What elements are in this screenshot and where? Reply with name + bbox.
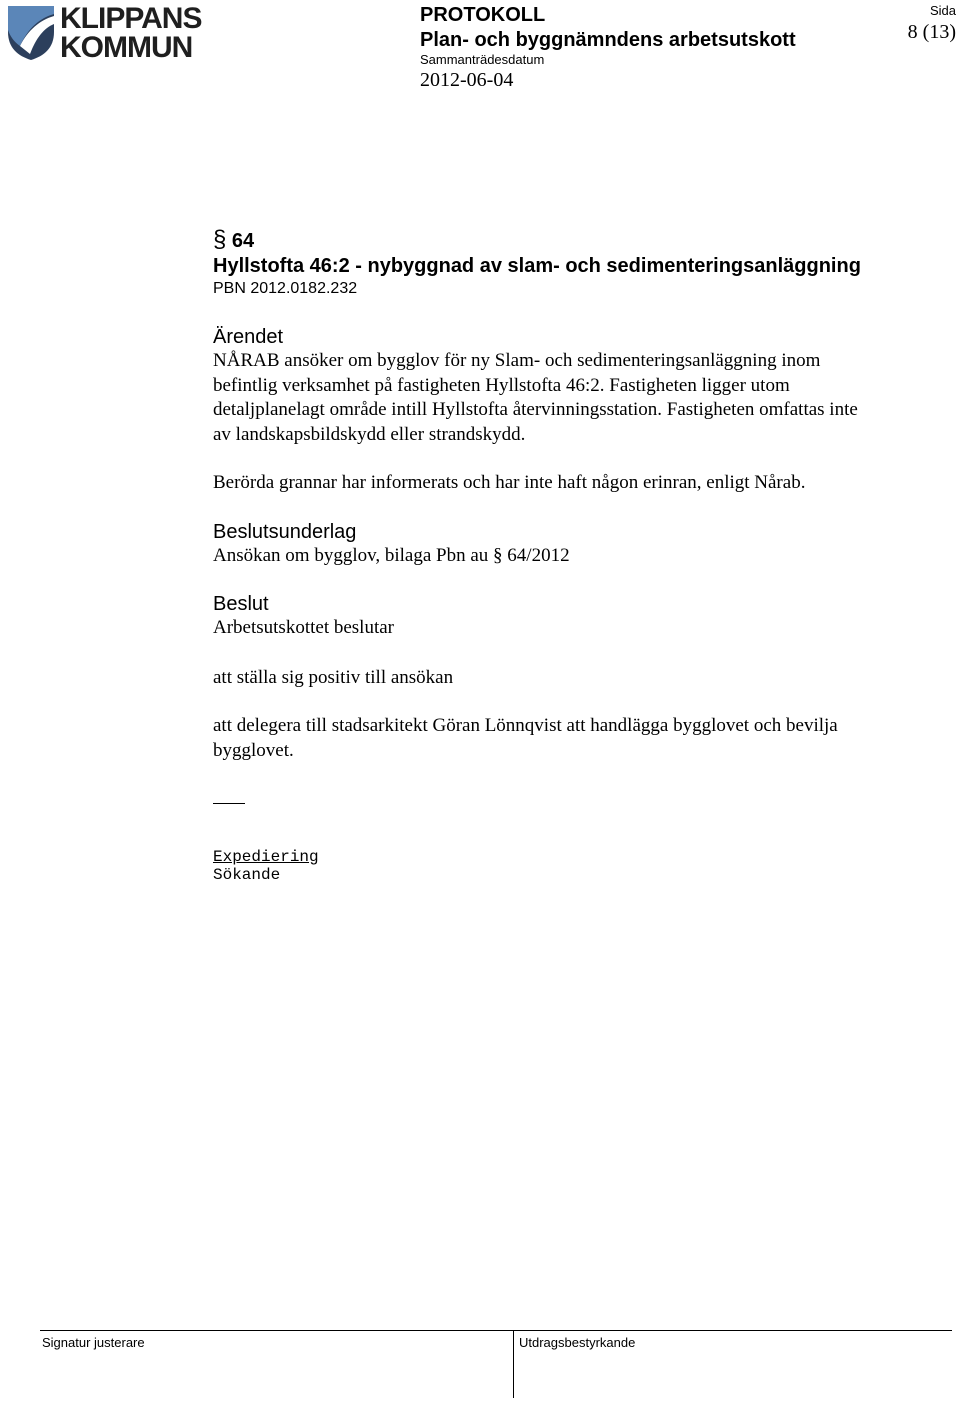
beslutsunderlag-text-after: 64/2012: [502, 544, 570, 566]
arendet-paragraph-2: Berörda grannar har informerats och har inte haft någon erinran, enligt Nårab.: [213, 472, 806, 493]
section-number: [213, 228, 943, 253]
municipality-logo: [6, 2, 216, 66]
meeting-date: 2012-06-04: [420, 69, 514, 91]
section-end-rule: [213, 803, 245, 804]
meeting-date-label: Sammanträdesdatum: [420, 52, 545, 67]
beslutsunderlag-text-before: Ansökan om bygglov, bilaga Pbn au: [213, 544, 494, 566]
logo-text-line2: KOMMUN: [60, 31, 193, 64]
expediering-label: Expediering: [213, 848, 319, 866]
expediering-recipient: Sökande: [213, 866, 281, 884]
arendet-line-4: av landskapsbildskydd eller strandskydd.: [213, 423, 526, 445]
signature-label: Signatur justerare: [42, 1335, 145, 1350]
heading-beslut: Beslut: [213, 593, 269, 615]
heading-beslutsunderlag: Beslutsunderlag: [213, 520, 357, 543]
section-symbol: §: [213, 226, 227, 253]
beslut-item-2-line-1: att delegera till stadsarkitekt Göran Lönnqvist att handlägga bygglovet och bevilja: [213, 715, 838, 736]
municipal-shield-icon: [6, 2, 56, 62]
footer-divider: [513, 1330, 514, 1398]
arendet-line-2: befintlig verksamhet på fastigheten Hyllstofta 46:2. Fastigheten ligger utom: [213, 374, 790, 396]
beslut-intro: Arbetsutskottet beslutar: [213, 617, 394, 638]
section-number-value: 64: [231, 230, 255, 252]
beslut-item-2-line-2: bygglovet.: [213, 739, 294, 761]
beslutsunderlag-text: [213, 544, 943, 569]
committee-name: Plan- och byggnämndens arbetsutskott: [420, 29, 796, 51]
certification-label: Utdragsbestyrkande: [519, 1335, 636, 1350]
page-number: 8 (13): [907, 21, 956, 43]
case-number: PBN 2012.0182.232: [213, 280, 358, 297]
logo-text-line1: KLIPPANS: [60, 2, 202, 35]
minutes-body: [213, 228, 943, 884]
arendet-line-1: NÅRAB ansöker om bygglov för ny Slam- och sedimenteringsanläggning inom: [213, 350, 821, 371]
document-type: PROTOKOLL: [420, 4, 546, 26]
arendet-line-3: detaljplanelagt område intill Hyllstofta återvinningsstation. Fastigheten omfattas inte: [213, 399, 858, 420]
footer-rule: [40, 1330, 952, 1331]
beslut-item-1: att ställa sig positiv till ansökan: [213, 666, 454, 688]
section-title: Hyllstofta 46:2 - nybyggnad av slam- och sedimenteringsanläggning: [213, 255, 861, 277]
page-label: Sida: [929, 3, 956, 18]
heading-arendet: Ärendet: [213, 326, 284, 348]
beslutsunderlag-section-symbol: §: [493, 544, 503, 566]
